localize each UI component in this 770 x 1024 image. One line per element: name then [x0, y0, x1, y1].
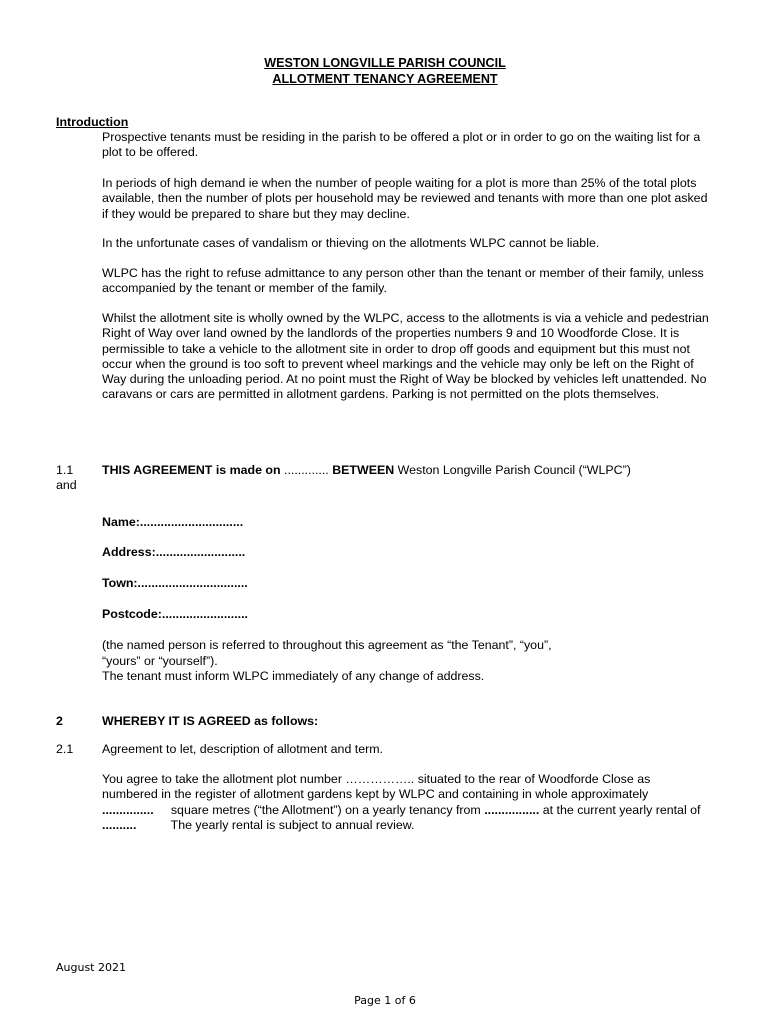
terms-text-2: situated to the rear of Woodforde Close as numbered in the register of allotment gardens kept by WLPC and containing in whole approximately [102, 772, 651, 802]
section-number-2-1: 2.1 [56, 742, 74, 756]
allotment-terms-paragraph [102, 772, 702, 833]
page-number: Page 1 of 6 [354, 994, 416, 1007]
intro-paragraph-residency: Prospective tenants must be residing in the parish to be offered a plot or in order to go on the waiting list for a plot to be offered. [102, 130, 701, 160]
rental-blank: .......... [102, 817, 137, 832]
intro-paragraph-admittance: WLPC has the right to refuse admittance to any person other than the tenant or member of their family, unless accompanied by the tenant or member of the family. [102, 266, 704, 296]
tenant-town-field: Town:................................ [102, 576, 248, 590]
terms-text-3: square metres (“the Allotment”) on a yearly tenancy from [170, 802, 481, 817]
start-date-blank: ................ [484, 802, 540, 817]
introduction-heading: Introduction [56, 115, 129, 129]
terms-text-5: The yearly rental is subject to annual review. [170, 817, 415, 832]
terms-text-1: You agree to take the allotment plot number [102, 772, 342, 786]
tenant-note-line2: “yours” or “yourself”). [102, 654, 218, 668]
section-number-2: 2 [56, 714, 63, 728]
tenant-postcode-field: Postcode:......................... [102, 607, 248, 621]
terms-text-4: at the current yearly rental of [542, 802, 701, 817]
footer-date: August 2021 [56, 961, 126, 974]
section-2-1-heading: Agreement to let, description of allotment and term. [102, 742, 383, 756]
section-2-heading: WHEREBY IT IS AGREED as follows: [102, 714, 319, 728]
tenant-name-field: Name:.............................. [102, 515, 244, 529]
tenant-address-field: Address:.......................... [102, 545, 246, 559]
agreement-lead: THIS AGREEMENT is made on [102, 463, 281, 477]
area-blank: ............... [102, 802, 154, 817]
agreement-made-line [102, 463, 722, 478]
document-title: WESTON LONGVILLE PARISH COUNCIL [264, 56, 506, 70]
plot-number-blank: …………….. [345, 772, 415, 786]
agreement-date-blank: ............. [284, 463, 329, 477]
intro-paragraph-vandalism: In the unfortunate cases of vandalism or thieving on the allotments WLPC cannot be liable. [102, 236, 600, 250]
section-number-1-1: 1.1 [56, 463, 74, 477]
between-label: BETWEEN [332, 463, 395, 477]
document-subtitle: ALLOTMENT TENANCY AGREEMENT [272, 72, 498, 86]
and-label: and [56, 478, 77, 492]
tenant-note-line3: The tenant must inform WLPC immediately of any change of address. [102, 669, 485, 683]
tenant-note-line1: (the named person is referred to throughout this agreement as “the Tenant”, “you”, [102, 638, 552, 652]
party-name: Weston Longville Parish Council (“WLPC”) [397, 463, 631, 477]
intro-paragraph-high-demand: In periods of high demand ie when the number of people waiting for a plot is more than 25% of the total plots available, then the number of plots per household may be reviewed and tenants with more than one plot asked if they would be prepared to share but they may decline. [102, 176, 708, 221]
intro-paragraph-access: Whilst the allotment site is wholly owned by the WLPC, access to the allotments is via a vehicle and pedestrian Right of Way over land owned by the landlords of the properties numbers 9 and 10 Woodforde Close. It is permissible to take a vehicle to the allotment site in order to drop off goods and equipment but this must not occur when the ground is too soft to prevent wheel markings and the vehicle may only be left on the Right of Way during the unloading period. At no point must the Right of Way be blocked by vehicles left unattended. No caravans or cars are permitted in allotment gardens. Parking is not permitted on the plots themselves. [102, 311, 709, 402]
